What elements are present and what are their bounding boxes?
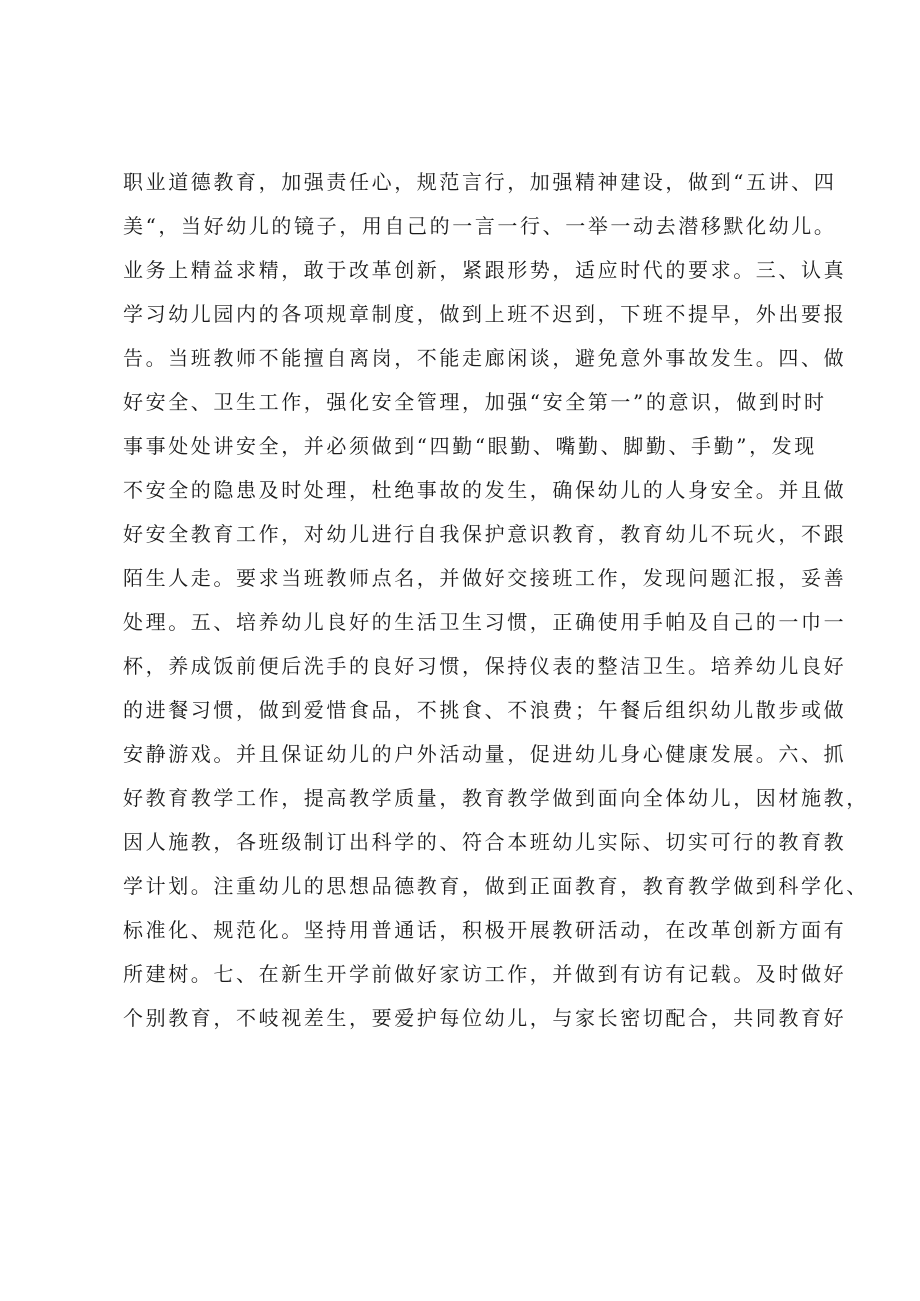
text-line-5: 告。当班教师不能擅自离岗，不能走廊闲谈，避免意外事故发生。四、做 xyxy=(123,346,847,370)
text-line-17: 学计划。注重幼儿的思想品德教育，做到正面教育，教育教学做到科学化、 xyxy=(123,874,869,898)
text-line-11: 处理。五、培养幼儿良好的生活卫生习惯，正确使用手帕及自己的一巾一 xyxy=(123,610,847,634)
text-line-12: 杯，养成饭前便后洗手的良好习惯，保持仪表的整洁卫生。培养幼儿良好 xyxy=(123,654,847,678)
text-line-7: 事事处处讲安全，并必须做到“四勤“眼勤、嘴勤、脚勤、手勤”，发现 xyxy=(123,434,817,458)
text-line-3: 业务上精益求精，敢于改革创新，紧跟形势，适应时代的要求。三、认真 xyxy=(123,258,847,282)
text-line-18: 标准化、规范化。坚持用普通话，积极开展教研活动，在改革创新方面有 xyxy=(123,918,847,942)
text-line-8: 不安全的隐患及时处理，杜绝事故的发生，确保幼儿的人身安全。并且做 xyxy=(123,478,847,502)
text-line-15: 好教育教学工作，提高教学质量，教育教学做到面向全体幼儿，因材施教， xyxy=(123,786,869,810)
text-line-9: 好安全教育工作，对幼儿进行自我保护意识教育，教育幼儿不玩火，不跟 xyxy=(123,522,847,546)
body-text xyxy=(123,160,869,1040)
text-line-4: 学习幼儿园内的各项规章制度，做到上班不迟到，下班不提早，外出要报 xyxy=(123,302,847,326)
text-line-10: 陌生人走。要求当班教师点名，并做好交接班工作，发现问题汇报，妥善 xyxy=(123,566,847,590)
text-line-1: 职业道德教育，加强责任心，规范言行，加强精神建设，做到“五讲、四 xyxy=(123,170,837,194)
text-line-20: 个别教育，不岐视差生，要爱护每位幼儿，与家长密切配合，共同教育好 xyxy=(123,1006,847,1030)
text-line-19: 所建树。七、在新生开学前做好家访工作，并做到有访有记载。及时做好 xyxy=(123,962,847,986)
text-line-2: 美“，当好幼儿的镜子，用自己的一言一行、一举一动去潜移默化幼儿。 xyxy=(123,214,837,238)
text-line-13: 的进餐习惯，做到爱惜食品，不挑食、不浪费；午餐后组织幼儿散步或做 xyxy=(123,698,847,722)
text-line-14: 安静游戏。并且保证幼儿的户外活动量，促进幼儿身心健康发展。六、抓 xyxy=(123,742,847,766)
text-line-16: 因人施教，各班级制订出科学的、符合本班幼儿实际、切实可行的教育教 xyxy=(123,830,847,854)
text-line-6: 好安全、卫生工作，强化安全管理，加强“安全第一”的意识，做到时时 xyxy=(123,390,827,414)
